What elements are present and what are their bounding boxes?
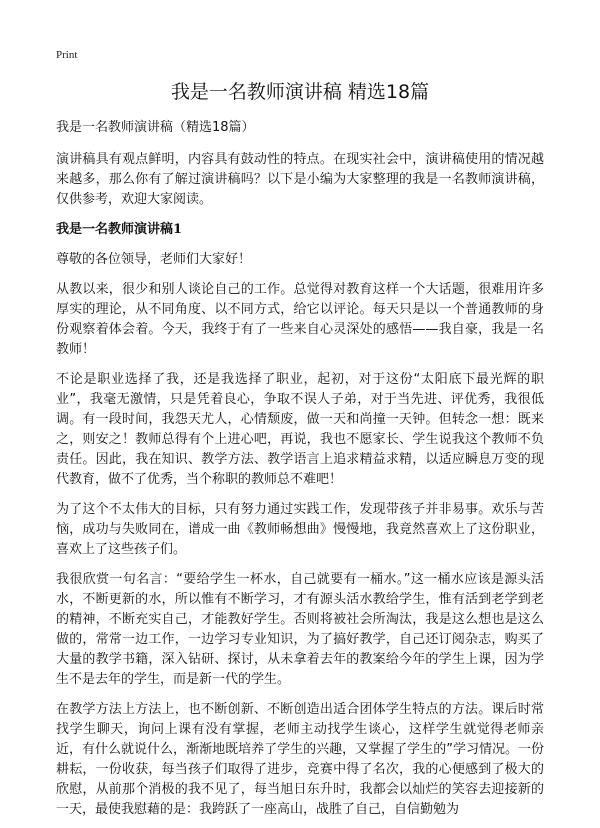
body-paragraph: 我很欣赏一句名言：“要给学生一杯水，自己就要有一桶水。”这一桶水应该是源头活水，不断更新的水，所以惟有不断学习，才有源头活水教给学生，惟有活到老学到老的精神，不断充实自己，才能教好学生。否则将被社会所淘汰，我是这么想也是这么做的，常常一边工作，一边学习专业知识，为了搞好教学，自己还订阅杂志，购买了大量的教学书籍，深入钻研、探讨，从未拿着去年的教案给今年的学生上课，因为学生不是去年的学生，而是新一代的学生。 [56, 572, 544, 687]
page-title: 我是一名教师演讲稿 精选18篇 [170, 81, 430, 103]
document-body [56, 118, 544, 828]
body-paragraph: 在教学方法上方法上，也不断创新、不断创造出适合团体学生特点的方法。课后时常找学生聊天，询问上课有没有掌握，老师主动找学生谈心，这样学生就觉得老师亲近，有什么就说什么，渐渐地既培养了学生的兴趣，又掌握了学生的”学习情况。一份耕耘，一份收获，每当孩子们取得了进步，竞赛中得了名次，我的心便感到了极大的欣慰，从前那个消极的我不见了，每当旭日东升时，我都会以灿烂的笑容去迎接新的一天，最使我慰藉的是：我跨跃了一座高山，战胜了自己，自信勤勉为 [56, 702, 544, 817]
body-paragraph: 不论是职业选择了我，还是我选择了职业，起初，对于这份“太阳底下最光辉的职业”，我毫无激情，只是凭着良心，争取不误人子弟，对于当先进、评优秀，我很低调。有一段时间，我怨天尤人，心情颓废，做一天和尚撞一天钟。但转念一想：既来之，则安之！教师总得有个上进心吧，再说，我也不愿家长、学生说我这个教师不负责任。因此，我在知识、教学方法、教学语言上追求精益求精，以适应瞬息万变的现代教育，做不了优秀，当个称职的教师总不难吧！ [56, 372, 544, 487]
print-link[interactable]: Print [56, 49, 78, 61]
body-paragraph: 为了这个不太伟大的目标，只有努力通过实践工作，发现带孩子并非易事。欢乐与苦恼，成功与失败同在，谱成一曲《教师畅想曲》慢慢地，我竟然喜欢上了这份职业，喜欢上了这些孩子们。 [56, 502, 544, 557]
body-paragraph: 从教以来，很少和别人谈论自己的工作。总觉得对教育这样一个大话题，很难用许多厚实的理论，从不同角度、以不同方式，给它以评论。每天只是以一个普通教师的身份观察着体会着。今天，我终于有了一些来自心灵深处的感悟——我自豪，我是一名教师！ [56, 282, 544, 357]
intro-paragraph: 演讲稿具有观点鲜明，内容具有鼓动性的特点。在现实社会中，演讲稿使用的情况越来越多，那么你有了解过演讲稿吗？以下是小编为大家整理的我是一名教师演讲稿，仅供参考，欢迎大家阅读。 [56, 152, 544, 207]
greeting: 尊敬的各位领导，老师们大家好！ [56, 252, 252, 267]
subtitle: 我是一名教师演讲稿（精选18篇） [56, 120, 255, 135]
section-heading: 我是一名教师演讲稿1 [56, 222, 183, 237]
